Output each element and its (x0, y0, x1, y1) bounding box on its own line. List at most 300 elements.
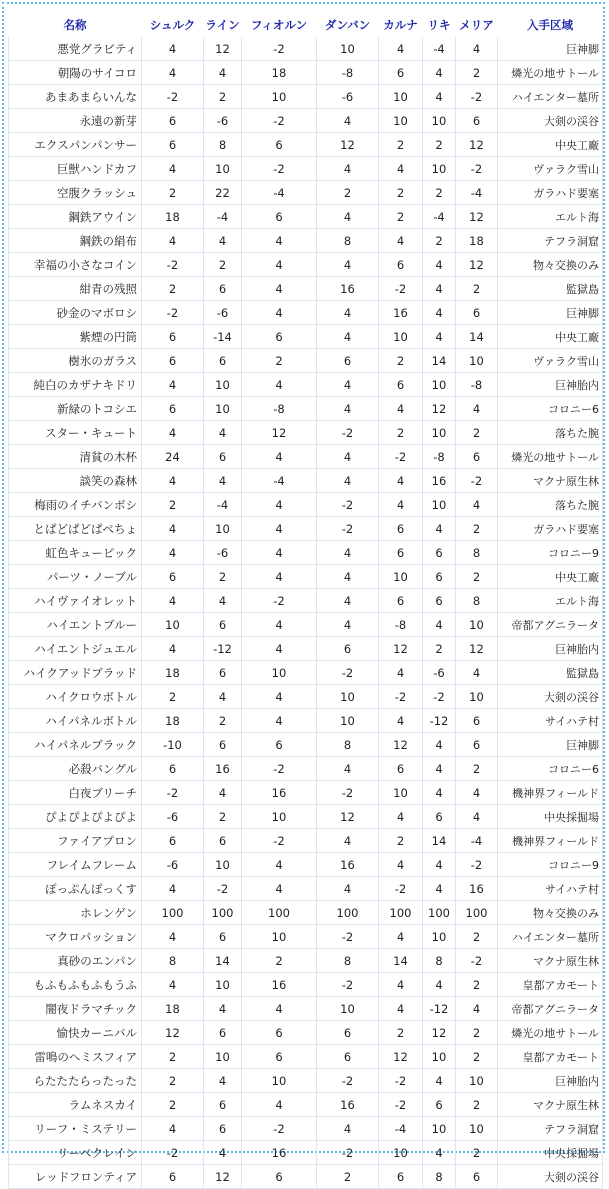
melia-value: 12 (456, 253, 498, 277)
table-row (9, 1045, 603, 1069)
shulk-value: 6 (142, 1165, 204, 1189)
melia-value: -8 (456, 373, 498, 397)
reyn-value: 6 (204, 613, 242, 637)
item-name: 幸福の小さなコイン (9, 253, 142, 277)
fiora-value: 4 (242, 997, 317, 1021)
item-name: 真砂のエンパン (9, 949, 142, 973)
fiora-value: 18 (242, 61, 317, 85)
shulk-value: 2 (142, 181, 204, 205)
table-row (9, 277, 603, 301)
shulk-value: 6 (142, 109, 204, 133)
dunban-value: 6 (317, 1021, 379, 1045)
sharla-value: 6 (379, 373, 423, 397)
item-name: ハイパネルボトル (9, 709, 142, 733)
area-value: 機神界フィールド (498, 829, 603, 853)
riki-value: 14 (423, 349, 456, 373)
fiora-value: 4 (242, 445, 317, 469)
reyn-value: 4 (204, 685, 242, 709)
melia-value: -4 (456, 181, 498, 205)
shulk-value: 10 (142, 613, 204, 637)
fiora-value: 100 (242, 901, 317, 925)
item-name: ぴよぴよぴよぴよ (9, 805, 142, 829)
item-name: ホレンゲン (9, 901, 142, 925)
reyn-value: 6 (204, 1117, 242, 1141)
area-value: ガラハド要塞 (498, 181, 603, 205)
item-name: ぽっぷんぽっくす (9, 877, 142, 901)
shulk-value: 18 (142, 997, 204, 1021)
riki-value: 6 (423, 589, 456, 613)
item-name: パーツ・ノーブル (9, 565, 142, 589)
fiora-value: 4 (242, 277, 317, 301)
item-name: フレイムフレーム (9, 853, 142, 877)
item-name: 鋼鉄アウイン (9, 205, 142, 229)
dunban-value: -8 (317, 61, 379, 85)
reyn-value: 10 (204, 373, 242, 397)
fiora-value: -4 (242, 469, 317, 493)
melia-value: 100 (456, 901, 498, 925)
area-value: 大剣の渓谷 (498, 109, 603, 133)
reyn-value: -2 (204, 877, 242, 901)
riki-value: 4 (423, 517, 456, 541)
dunban-value: 12 (317, 805, 379, 829)
area-value: 巨神脚 (498, 733, 603, 757)
riki-value: -6 (423, 661, 456, 685)
melia-value: 4 (456, 781, 498, 805)
melia-value: 4 (456, 661, 498, 685)
area-value: サイハテ村 (498, 709, 603, 733)
melia-value: 10 (456, 613, 498, 637)
reyn-value: 4 (204, 469, 242, 493)
fiora-value: 4 (242, 709, 317, 733)
area-value: 巨神胎内 (498, 373, 603, 397)
item-name: ラムネスカイ (9, 1093, 142, 1117)
riki-value: 6 (423, 1093, 456, 1117)
area-value: 中央採掘場 (498, 1141, 603, 1165)
area-value: 巨神脚 (498, 37, 603, 61)
riki-value: -12 (423, 997, 456, 1021)
sharla-value: 10 (379, 1141, 423, 1165)
table-row (9, 205, 603, 229)
dunban-value: 12 (317, 133, 379, 157)
shulk-value: 4 (142, 637, 204, 661)
fiora-value: -8 (242, 397, 317, 421)
sharla-value: -2 (379, 277, 423, 301)
shulk-value: 4 (142, 61, 204, 85)
reyn-value: 10 (204, 853, 242, 877)
fiora-value: 16 (242, 781, 317, 805)
reyn-value: 16 (204, 757, 242, 781)
area-value: 皇都アカモート (498, 973, 603, 997)
reyn-value: 10 (204, 157, 242, 181)
sharla-value: 2 (379, 829, 423, 853)
melia-value: 10 (456, 685, 498, 709)
fiora-value: 10 (242, 805, 317, 829)
riki-value: 4 (423, 853, 456, 877)
fiora-value: -2 (242, 1117, 317, 1141)
riki-value: -4 (423, 205, 456, 229)
melia-value: 4 (456, 397, 498, 421)
melia-value: 4 (456, 805, 498, 829)
riki-value: -2 (423, 685, 456, 709)
fiora-value: 4 (242, 253, 317, 277)
item-name: リーフ・ミステリー (9, 1117, 142, 1141)
shulk-value: 12 (142, 1021, 204, 1045)
area-value: テフラ洞窟 (498, 229, 603, 253)
sharla-value: 12 (379, 637, 423, 661)
reyn-value: 22 (204, 181, 242, 205)
table-row (9, 637, 603, 661)
riki-value: 10 (423, 109, 456, 133)
shulk-value: 18 (142, 205, 204, 229)
melia-value: 6 (456, 709, 498, 733)
sharla-value: 4 (379, 853, 423, 877)
shulk-value: 24 (142, 445, 204, 469)
shulk-value: -6 (142, 805, 204, 829)
table-row (9, 1093, 603, 1117)
sharla-value: 2 (379, 1021, 423, 1045)
riki-value: 10 (423, 1117, 456, 1141)
table-row (9, 229, 603, 253)
dunban-value: 6 (317, 1045, 379, 1069)
table-row (9, 253, 603, 277)
table-row (9, 373, 603, 397)
reyn-value: 2 (204, 805, 242, 829)
shulk-value: 4 (142, 541, 204, 565)
riki-value: 100 (423, 901, 456, 925)
dunban-value: 4 (317, 1117, 379, 1141)
area-value: 中央工廠 (498, 325, 603, 349)
melia-value: 18 (456, 229, 498, 253)
table-row (9, 925, 603, 949)
reyn-value: 2 (204, 565, 242, 589)
area-value: 帝都アグニラータ (498, 997, 603, 1021)
reyn-value: 4 (204, 421, 242, 445)
item-name: ハイクアッドブラッド (9, 661, 142, 685)
table-row (9, 949, 603, 973)
fiora-value: 4 (242, 613, 317, 637)
riki-value: 10 (423, 421, 456, 445)
item-name: ハイエントブルー (9, 613, 142, 637)
riki-value: 4 (423, 613, 456, 637)
melia-value: -2 (456, 853, 498, 877)
item-name: 鋼鉄の絹布 (9, 229, 142, 253)
fiora-value: 4 (242, 541, 317, 565)
table-row (9, 37, 603, 61)
reyn-value: 10 (204, 517, 242, 541)
fiora-value: -2 (242, 829, 317, 853)
item-name: ハイヴァイオレット (9, 589, 142, 613)
sharla-value: 2 (379, 205, 423, 229)
item-name: 巨獣ハンドカフ (9, 157, 142, 181)
fiora-value: 4 (242, 637, 317, 661)
area-value: 中央工廠 (498, 565, 603, 589)
melia-value: 4 (456, 37, 498, 61)
reyn-value: 10 (204, 1045, 242, 1069)
area-value: 巨神胎内 (498, 1069, 603, 1093)
table-row (9, 781, 603, 805)
reyn-value: 4 (204, 229, 242, 253)
area-value: ハイエンター墓所 (498, 85, 603, 109)
sharla-value: 4 (379, 229, 423, 253)
dunban-value: 4 (317, 109, 379, 133)
sharla-value: 4 (379, 493, 423, 517)
fiora-value: -2 (242, 757, 317, 781)
table-row (9, 565, 603, 589)
dunban-value: 6 (317, 637, 379, 661)
table-row (9, 901, 603, 925)
fiora-value: 4 (242, 517, 317, 541)
item-name: 砂金のマボロシ (9, 301, 142, 325)
melia-value: -2 (456, 85, 498, 109)
fiora-value: 6 (242, 1045, 317, 1069)
shulk-value: 4 (142, 877, 204, 901)
dunban-value: -2 (317, 517, 379, 541)
reyn-value: 4 (204, 1141, 242, 1165)
fiora-value: 10 (242, 925, 317, 949)
shulk-value: 6 (142, 757, 204, 781)
riki-value: 6 (423, 541, 456, 565)
table-row (9, 1117, 603, 1141)
dunban-value: -2 (317, 1141, 379, 1165)
table-row (9, 61, 603, 85)
riki-value: 10 (423, 493, 456, 517)
dunban-value: 4 (317, 541, 379, 565)
sharla-value: 4 (379, 997, 423, 1021)
item-name: エクスパンパンサー (9, 133, 142, 157)
fiora-value: 6 (242, 733, 317, 757)
melia-value: 2 (456, 1045, 498, 1069)
fiora-value: 4 (242, 1093, 317, 1117)
reyn-value: 6 (204, 1021, 242, 1045)
table-row (9, 997, 603, 1021)
sharla-value: -4 (379, 1117, 423, 1141)
item-name: もふもふもふもうふ (9, 973, 142, 997)
table-row (9, 133, 603, 157)
sharla-value: 4 (379, 37, 423, 61)
dunban-value: 2 (317, 1165, 379, 1189)
riki-value: -12 (423, 709, 456, 733)
melia-value: 8 (456, 589, 498, 613)
sharla-value: 4 (379, 709, 423, 733)
area-value: 中央工廠 (498, 133, 603, 157)
table-row (9, 973, 603, 997)
sharla-value: 14 (379, 949, 423, 973)
reyn-value: 6 (204, 661, 242, 685)
shulk-value: 4 (142, 1117, 204, 1141)
dunban-value: -2 (317, 781, 379, 805)
area-value: コロニー6 (498, 397, 603, 421)
dunban-value: 4 (317, 589, 379, 613)
reyn-value: 10 (204, 973, 242, 997)
area-value: 燐光の地サトール (498, 1021, 603, 1045)
melia-value: 16 (456, 877, 498, 901)
riki-value: 2 (423, 229, 456, 253)
melia-value: 10 (456, 349, 498, 373)
item-name: スター・キュート (9, 421, 142, 445)
melia-value: 2 (456, 277, 498, 301)
melia-value: 2 (456, 1021, 498, 1045)
table-row (9, 85, 603, 109)
area-value: 大剣の渓谷 (498, 685, 603, 709)
shulk-value: -10 (142, 733, 204, 757)
riki-value: 4 (423, 301, 456, 325)
area-value: 機神界フィールド (498, 781, 603, 805)
shulk-value: 8 (142, 949, 204, 973)
melia-value: 14 (456, 325, 498, 349)
sharla-value: 6 (379, 589, 423, 613)
fiora-value: 2 (242, 349, 317, 373)
reyn-value: 4 (204, 61, 242, 85)
table-row (9, 325, 603, 349)
dunban-value: 4 (317, 253, 379, 277)
dunban-value: 4 (317, 757, 379, 781)
reyn-value: 4 (204, 781, 242, 805)
shulk-value: 2 (142, 1045, 204, 1069)
reyn-value: -4 (204, 205, 242, 229)
fiora-value: 4 (242, 373, 317, 397)
sharla-value: 16 (379, 301, 423, 325)
riki-value: 4 (423, 85, 456, 109)
fiora-value: 10 (242, 661, 317, 685)
item-name: 闇夜ドラマチック (9, 997, 142, 1021)
reyn-value: 12 (204, 37, 242, 61)
melia-value: 2 (456, 1141, 498, 1165)
dunban-value: 4 (317, 445, 379, 469)
dunban-value: 4 (317, 301, 379, 325)
shulk-value: 2 (142, 1093, 204, 1117)
dunban-value: 16 (317, 1093, 379, 1117)
sharla-value: 10 (379, 781, 423, 805)
shulk-value: 4 (142, 373, 204, 397)
reyn-value: 6 (204, 925, 242, 949)
riki-value: 10 (423, 925, 456, 949)
melia-value: 6 (456, 109, 498, 133)
reyn-value: 6 (204, 445, 242, 469)
table-row (9, 1141, 603, 1165)
reyn-value: -12 (204, 637, 242, 661)
item-name: 紫煙の円筒 (9, 325, 142, 349)
fiora-value: 6 (242, 1021, 317, 1045)
item-name: とぱどぱどぱぺちょ (9, 517, 142, 541)
item-name: 空腹クラッシュ (9, 181, 142, 205)
table-row (9, 1069, 603, 1093)
melia-value: 2 (456, 565, 498, 589)
table-row (9, 181, 603, 205)
sharla-value: 6 (379, 757, 423, 781)
table-row (9, 877, 603, 901)
shulk-value: -6 (142, 853, 204, 877)
reyn-value: 12 (204, 1165, 242, 1189)
area-value: ハイエンター墓所 (498, 925, 603, 949)
reyn-value: 10 (204, 397, 242, 421)
item-name: 虹色キューピック (9, 541, 142, 565)
item-name: 白夜ブリーチ (9, 781, 142, 805)
melia-value: 2 (456, 1093, 498, 1117)
sharla-value: -2 (379, 685, 423, 709)
reyn-value: -4 (204, 493, 242, 517)
melia-value: 12 (456, 133, 498, 157)
dunban-value: 10 (317, 685, 379, 709)
reyn-value: 100 (204, 901, 242, 925)
fiora-value: 4 (242, 301, 317, 325)
melia-value: 2 (456, 61, 498, 85)
reyn-value: 8 (204, 133, 242, 157)
fiora-value: 4 (242, 565, 317, 589)
riki-value: 4 (423, 733, 456, 757)
reyn-value: 14 (204, 949, 242, 973)
fiora-value: 16 (242, 1141, 317, 1165)
fiora-value: 4 (242, 493, 317, 517)
melia-value: 4 (456, 997, 498, 1021)
riki-value: 4 (423, 253, 456, 277)
table-row (9, 493, 603, 517)
sharla-value: -8 (379, 613, 423, 637)
shulk-value: 4 (142, 157, 204, 181)
dunban-value: 2 (317, 181, 379, 205)
dunban-value: 100 (317, 901, 379, 925)
area-value: 落ちた腕 (498, 421, 603, 445)
riki-value: 10 (423, 1045, 456, 1069)
riki-value: 2 (423, 181, 456, 205)
area-value: ヴァラク雪山 (498, 157, 603, 181)
reyn-value: -14 (204, 325, 242, 349)
shulk-value: 4 (142, 925, 204, 949)
table-row (9, 517, 603, 541)
sharla-value: 4 (379, 469, 423, 493)
reyn-value: 6 (204, 829, 242, 853)
area-value: コロニー9 (498, 541, 603, 565)
item-name: 必殺バングル (9, 757, 142, 781)
sharla-value: 4 (379, 157, 423, 181)
item-name: 梅雨のイチバンボシ (9, 493, 142, 517)
shulk-value: -2 (142, 85, 204, 109)
table-row (9, 709, 603, 733)
sharla-value: 10 (379, 565, 423, 589)
area-value: 物々交換のみ (498, 901, 603, 925)
riki-value: -4 (423, 37, 456, 61)
area-value: ガラハド要塞 (498, 517, 603, 541)
table-row (9, 349, 603, 373)
riki-value: 2 (423, 637, 456, 661)
item-name: らたたたらったった (9, 1069, 142, 1093)
header-reyn: ライン (204, 13, 242, 37)
dunban-value: 4 (317, 325, 379, 349)
sharla-value: 6 (379, 253, 423, 277)
item-name: 愉快カーニバル (9, 1021, 142, 1045)
area-value: ヴァラク雪山 (498, 349, 603, 373)
item-name: 紺青の残照 (9, 277, 142, 301)
shulk-value: 2 (142, 277, 204, 301)
dunban-value: 4 (317, 469, 379, 493)
riki-value: 4 (423, 757, 456, 781)
reyn-value: -6 (204, 301, 242, 325)
sharla-value: 4 (379, 661, 423, 685)
melia-value: -2 (456, 469, 498, 493)
sharla-value: 4 (379, 973, 423, 997)
reyn-value: 4 (204, 997, 242, 1021)
area-value: 皇都アカモート (498, 1045, 603, 1069)
fiora-value: -2 (242, 109, 317, 133)
sharla-value: -2 (379, 877, 423, 901)
shulk-value: 18 (142, 709, 204, 733)
area-value: テフラ洞窟 (498, 1117, 603, 1141)
dunban-value: 4 (317, 829, 379, 853)
table-row (9, 397, 603, 421)
reyn-value: 2 (204, 253, 242, 277)
table-row (9, 157, 603, 181)
melia-value: 2 (456, 517, 498, 541)
area-value: 帝都アグニラータ (498, 613, 603, 637)
